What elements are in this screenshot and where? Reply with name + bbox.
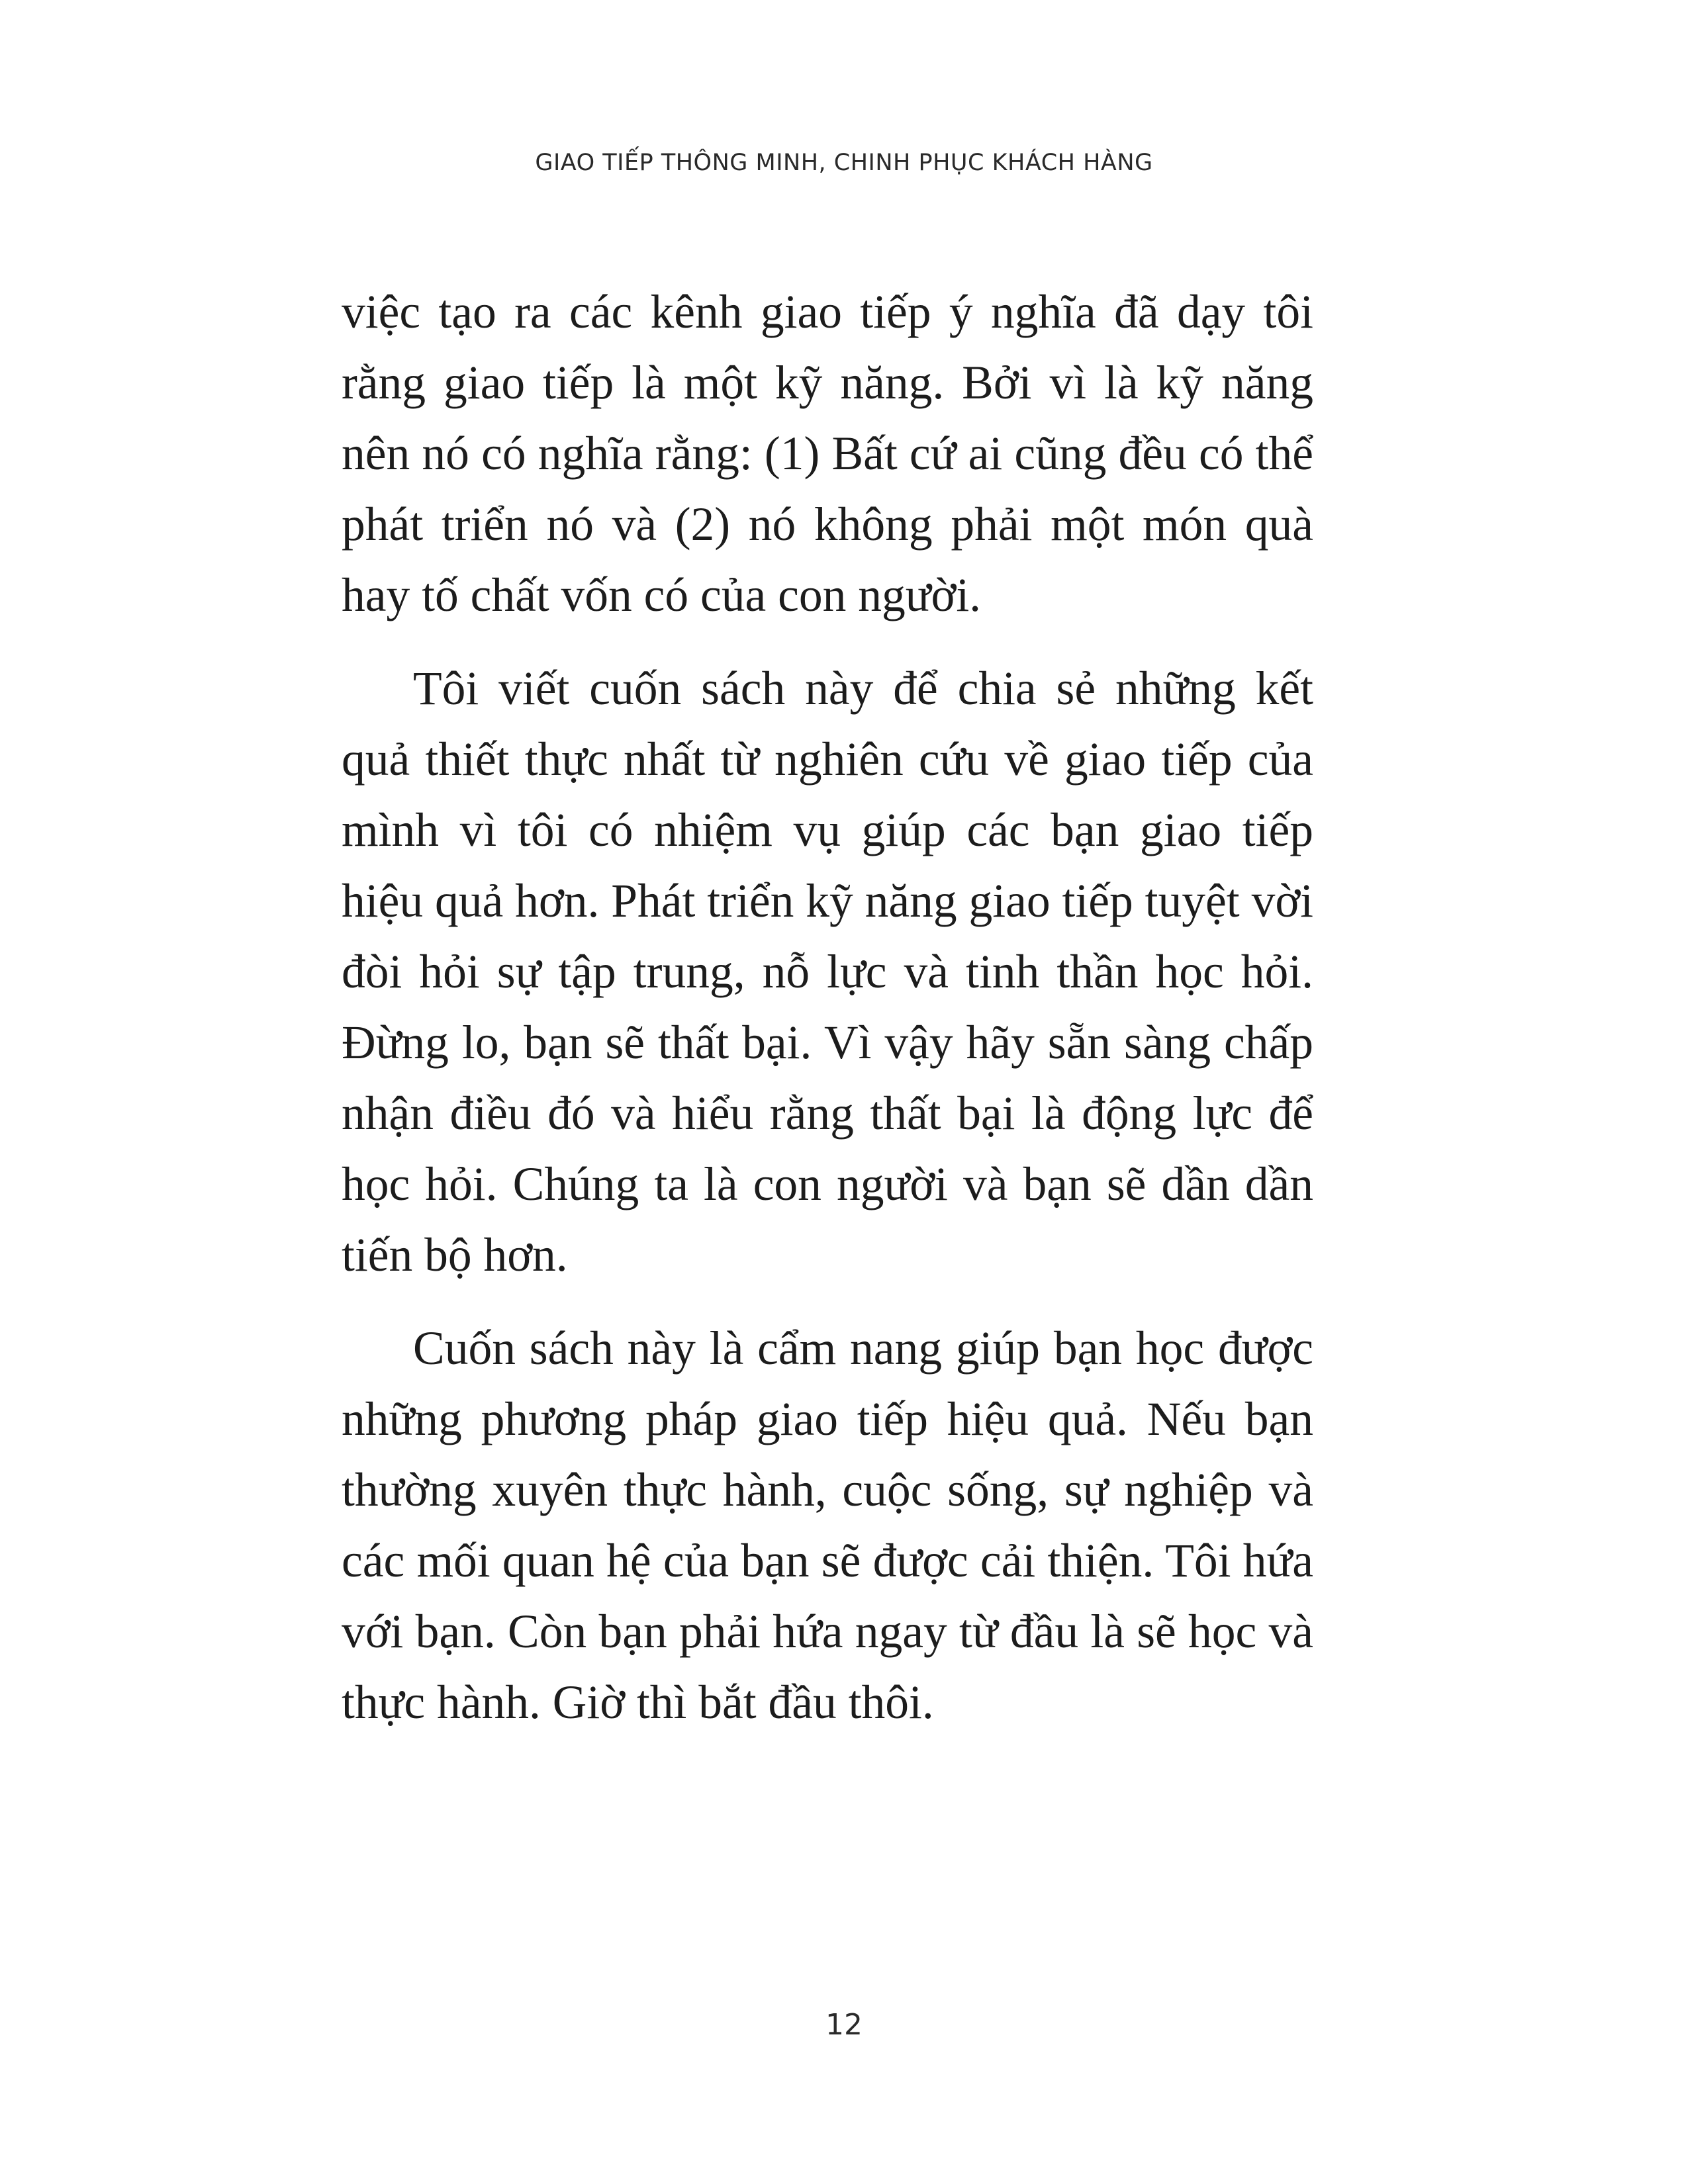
paragraph-book-purpose: Tôi viết cuốn sách này để chia sẻ những kết quả thiết thực nhất từ nghiên cứu về giao tiếp của mình vì tôi có nhiệm vụ giúp các bạn giao tiếp hiệu quả hơn. Phát triển kỹ năng giao tiếp tuyệt vời đòi hỏi sự tập trung, nỗ lực và tinh thần học hỏi. Đừng lo, bạn sẽ thất bại. Vì vậy hãy sẵn sàng chấp nhận điều đó và hiểu rằng thất bại là động lực để học hỏi. Chúng ta là con người và bạn sẽ dần dần tiến bộ hơn. (342, 662, 1313, 1281)
body-text (342, 277, 1313, 1738)
paragraph-continued: việc tạo ra các kênh giao tiếp ý nghĩa đã dạy tôi rằng giao tiếp là một kỹ năng. Bởi vì là kỹ năng nên nó có nghĩa rằng: (1) Bất cứ ai cũng đều có thể phát triển nó và (2) nó không phải một món quà hay tố chất vốn có của con người. (342, 286, 1313, 621)
paragraph-book-promise: Cuốn sách này là cẩm nang giúp bạn học được những phương pháp giao tiếp hiệu quả. Nếu bạn thường xuyên thực hành, cuộc sống, sự nghiệp và các mối quan hệ của bạn sẽ được cải thiện. Tôi hứa với bạn. Còn bạn phải hứa ngay từ đầu là sẽ học và thực hành. Giờ thì bắt đầu thôi. (342, 1322, 1313, 1729)
page-number: 12 (825, 2008, 863, 2042)
running-header: GIAO TIẾP THÔNG MINH, CHINH PHỤC KHÁCH HÀNG (535, 150, 1153, 176)
